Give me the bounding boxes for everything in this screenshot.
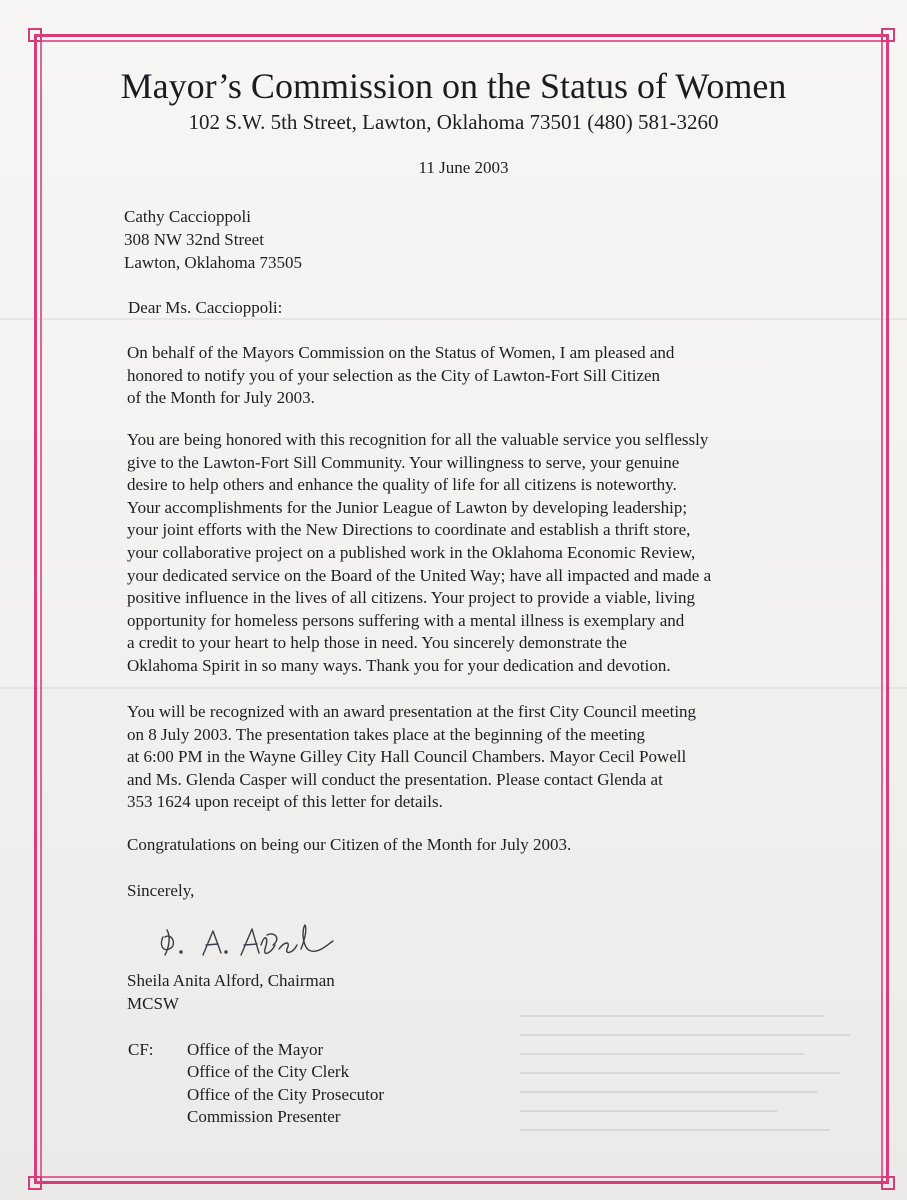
paragraph-line: at 6:00 PM in the Wayne Gilley City Hall Council Chambers. Mayor Cecil Powell bbox=[127, 747, 687, 767]
signer-org: MCSW bbox=[127, 994, 179, 1013]
show-through-text bbox=[520, 1015, 850, 1165]
cf-label: CF: bbox=[128, 1040, 154, 1059]
paragraph-line: On behalf of the Mayors Commission on the Status of Women, I am pleased and bbox=[127, 343, 675, 362]
cf-item: Office of the City Prosecutor bbox=[187, 1084, 385, 1104]
paragraph-line: and Ms. Glenda Casper will conduct the presentation. Please contact Glenda at bbox=[127, 769, 663, 789]
paragraph-line: desire to help others and enhance the quality of life for all citizens is noteworthy. bbox=[127, 475, 677, 495]
letterhead-title: Mayor’s Commission on the Status of Women bbox=[120, 66, 787, 106]
body-paragraph-3 bbox=[127, 701, 696, 814]
paragraph-line: on 8 July 2003. The presentation takes place at the beginning of the meeting bbox=[127, 724, 646, 744]
letter-date: 11 June 2003 bbox=[418, 158, 509, 177]
signer-block bbox=[127, 969, 335, 1015]
paragraph-line: You will be recognized with an award presentation at the first City Council meeting bbox=[127, 702, 697, 721]
recipient-name: Cathy Caccioppoli bbox=[124, 207, 252, 226]
border-corner-ornament bbox=[28, 1176, 42, 1190]
paragraph-line: positive influence in the lives of all citizens. Your project to provide a viable, living bbox=[127, 588, 695, 608]
recipient-block bbox=[124, 205, 302, 274]
cf-item: Commission Presenter bbox=[187, 1106, 341, 1126]
paragraph-line: give to the Lawton-Fort Sill Community. Your willingness to serve, your genuine bbox=[127, 452, 680, 472]
sign-off: Sincerely, bbox=[127, 881, 195, 900]
recipient-city: Lawton, Oklahoma 73505 bbox=[124, 253, 302, 272]
cf-item: Office of the Mayor bbox=[187, 1040, 324, 1059]
salutation: Dear Ms. Caccioppoli: bbox=[128, 298, 283, 317]
paragraph-line: Oklahoma Spirit in so many ways. Thank you for your dedication and devotion. bbox=[127, 655, 671, 675]
body-paragraph-2 bbox=[127, 429, 711, 678]
signer-name: Sheila Anita Alford, Chairman bbox=[127, 971, 335, 990]
border-corner-ornament bbox=[881, 1176, 895, 1190]
recipient-street: 308 NW 32nd Street bbox=[124, 230, 264, 249]
paragraph-line: a credit to your heart to help those in need. You sincerely demonstrate the bbox=[127, 633, 627, 653]
paragraph-line: opportunity for homeless persons suffering with a mental illness is exemplary and bbox=[127, 610, 685, 630]
handwritten-signature bbox=[155, 915, 355, 965]
paragraph-line: honored to notify you of your selection as the City of Lawton-Fort Sill Citizen bbox=[127, 365, 661, 385]
paragraph-line: You are being honored with this recognition for all the valuable service you selflessly bbox=[127, 430, 709, 449]
paragraph-line: your dedicated service on the Board of the United Way; have all impacted and made a bbox=[127, 565, 712, 585]
cf-list bbox=[187, 1039, 384, 1128]
body-paragraph-1 bbox=[127, 342, 674, 410]
paragraph-line: Your accomplishments for the Junior League of Lawton by developing leadership; bbox=[127, 497, 688, 517]
paragraph-line: 353 1624 upon receipt of this letter for details. bbox=[127, 792, 443, 812]
border-corner-ornament bbox=[881, 28, 895, 42]
cf-item: Office of the City Clerk bbox=[187, 1062, 350, 1082]
closing-line: Congratulations on being our Citizen of the Month for July 2003. bbox=[127, 835, 572, 854]
paragraph-line: your collaborative project on a published work in the Oklahoma Economic Review, bbox=[127, 542, 696, 562]
paragraph-line: of the Month for July 2003. bbox=[127, 388, 315, 408]
border-corner-ornament bbox=[28, 28, 42, 42]
letterhead-address: 102 S.W. 5th Street, Lawton, Oklahoma 73501 (480) 581-3260 bbox=[188, 110, 719, 134]
paragraph-line: your joint efforts with the New Directions to coordinate and establish a thrift store, bbox=[127, 520, 691, 540]
